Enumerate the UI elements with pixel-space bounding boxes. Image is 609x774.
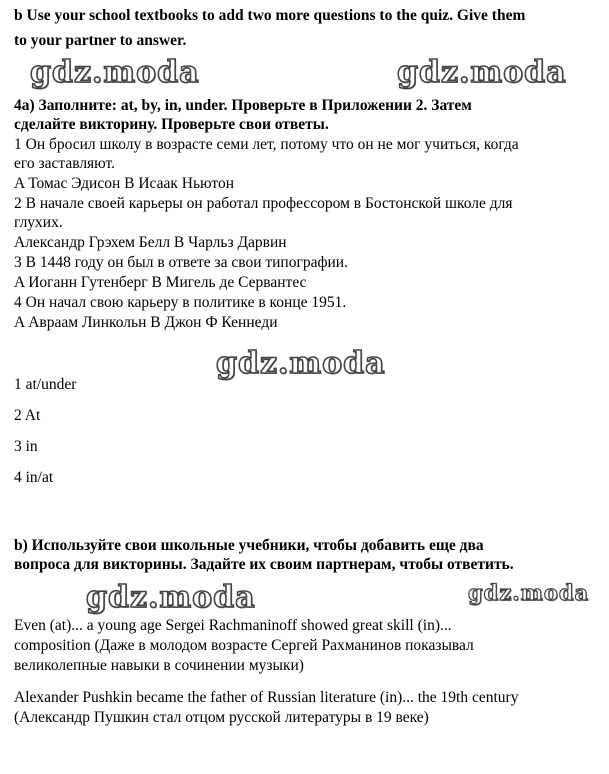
question-4-options: A Авраам Линкольн B Джон Ф Кеннеди — [14, 314, 278, 331]
question-1-line1: 1 Он бросил школу в возрасте семи лет, потому что он не мог учиться, когда — [14, 136, 519, 153]
watermark-logo: gdz.moda — [86, 580, 256, 615]
question-3-line1: 3 В 1448 году он был в ответе за свои типографии. — [14, 254, 348, 271]
watermark-logo: gdz.moda — [468, 580, 590, 605]
question-2-line2: глухих. — [14, 214, 63, 231]
answer-3: 3 in — [14, 438, 38, 455]
question-3-options: A Иоганн Гутенберг B Мигель де Сервантес — [14, 274, 307, 291]
answer-4: 4 in/at — [14, 469, 54, 486]
task-b-title-line1: b) Используйте свои школьные учебники, чтобы добавить еще два — [14, 537, 484, 554]
example-1-line2: composition (Даже в молодом возрасте Сергей Рахманинов показывал — [14, 637, 474, 654]
task-b-title-line2: вопроса для викторины. Задайте их своим партнерам, чтобы ответить. — [14, 556, 514, 573]
example-2-line1: Alexander Pushkin became the father of Russian literature (in)... the 19th century — [14, 689, 519, 706]
answer-1: 1 at/under — [14, 376, 77, 393]
question-1-line2: его заставляют. — [14, 155, 116, 172]
watermark-logo: gdz.moda — [216, 346, 386, 381]
question-2-options: Александр Грэхем Белл B Чарльз Дарвин — [14, 234, 287, 251]
watermark-logo: gdz.moda — [397, 55, 567, 90]
exercise-b-heading-line2: to your partner to answer. — [14, 32, 187, 49]
example-2-line2: (Александр Пушкин стал отцом русской литературы в 19 веке) — [14, 709, 429, 726]
question-1-options: A Томас Эдисон B Исаак Ньютон — [14, 175, 235, 192]
exercise-b-heading-line1: b Use your school textbooks to add two more questions to the quiz. Give them — [14, 7, 526, 24]
example-1-line1: Even (at)... a young age Sergei Rachmaninoff showed great skill (in)... — [14, 617, 452, 634]
watermark-logo: gdz.moda — [30, 55, 200, 90]
answer-2: 2 At — [14, 407, 41, 424]
question-2-line1: 2 В начале своей карьеры он работал профессором в Бостонской школе для — [14, 195, 513, 212]
task-4a-title-line1: 4a) Заполните: at, by, in, under. Проверьте в Приложении 2. Затем — [14, 97, 472, 114]
example-1-line3: великолепные навыки в сочинении музыки) — [14, 657, 304, 674]
question-4-line1: 4 Он начал свою карьеру в политике в конце 1951. — [14, 294, 347, 311]
task-4a-title-line2: сделайте викторину. Проверьте свои ответы. — [14, 116, 329, 133]
